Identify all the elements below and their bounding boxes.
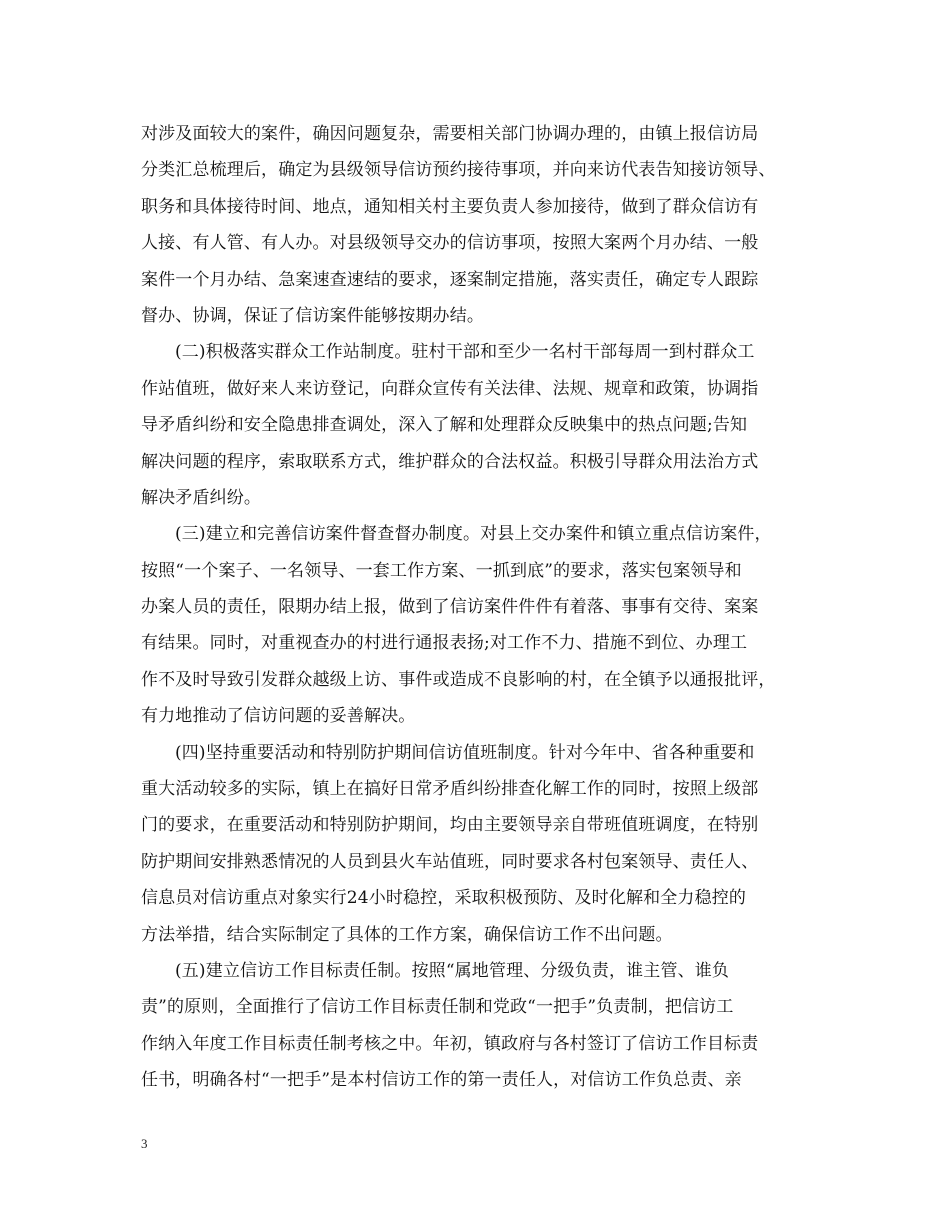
- text-line: 信息员对信访重点对象实行24小时稳控，采取积极预防、及时化解和全力稳控的: [141, 888, 747, 909]
- text-line: 有力地推动了信访问题的妥善解决。: [141, 706, 416, 727]
- text-line: 作不及时导致引发群众越级上访、事件或造成不良影响的村，在全镇予以通报批评，: [141, 669, 776, 690]
- text-line: 责”的原则，全面推行了信访工作目标责任制和党政“一把手”负责制，把信访工: [141, 997, 734, 1018]
- text-line: 解决矛盾纠纷。: [141, 487, 262, 508]
- text-line: 作站值班，做好来人来访登记，向群众宣传有关法律、法规、规章和政策，协调指: [141, 378, 759, 399]
- text-line: 重大活动较多的实际，镇上在搞好日常矛盾纠纷排查化解工作的同时，按照上级部: [141, 779, 759, 800]
- text-line: 办案人员的责任，限期办结上报，做到了信访案件件件有着落、事事有交待、案案: [141, 597, 759, 618]
- text-line: 导矛盾纠纷和安全隐患排查调处，深入了解和处理群众反映集中的热点问题;告知: [141, 415, 748, 436]
- text-line: 分类汇总梳理后，确定为县级领导信访预约接待事项，并向来访代表告知接访领导、: [141, 160, 776, 181]
- text-line: 方法举措，结合实际制定了具体的工作方案，确保信访工作不出问题。: [141, 924, 673, 945]
- text-line: 职务和具体接待时间、地点，通知相关村主要负责人参加接待，做到了群众信访有: [141, 196, 759, 217]
- text-line: 督办、协调，保证了信访案件能够按期办结。: [141, 305, 484, 326]
- text-line: 门的要求，在重要活动和特别防护期间，均由主要领导亲自带班值班调度，在特别: [141, 815, 759, 836]
- text-line: 解决问题的程序，索取联系方式，维护群众的合法权益。积极引导群众用法治方式: [141, 451, 759, 472]
- text-line: 任书，明确各村“一把手”是本村信访工作的第一责任人，对信访工作负总责、亲: [141, 1070, 742, 1091]
- text-line: 按照“一个案子、一名领导、一套工作方案、一抓到底”的要求，落实包案领导和: [141, 560, 742, 581]
- text-line: 案件一个月办结、急案速查速结的要求，逐案制定措施，落实责任，确定专人跟踪: [141, 269, 759, 290]
- text-line: 有结果。同时，对重视查办的村进行通报表扬;对工作不力、措施不到位、办理工: [141, 633, 748, 654]
- paragraph-start-line: (二)积极落实群众工作站制度。驻村干部和至少一名村干部每周一到村群众工: [175, 342, 755, 363]
- body-text: [141, 116, 816, 1099]
- paragraph-start-line: (五)建立信访工作目标责任制。按照“属地管理、分级负责，谁主管、谁负: [175, 960, 730, 981]
- paragraph-start-line: (三)建立和完善信访案件督查督办制度。对县上交办案件和镇立重点信访案件，: [175, 524, 772, 545]
- paragraph-start-line: (四)坚持重要活动和特别防护期间信访值班制度。针对今年中、省各种重要和: [175, 742, 755, 763]
- text-line: 人接、有人管、有人办。对县级领导交办的信访事项，按照大案两个月办结、一般: [141, 233, 759, 254]
- text-line: 作纳入年度工作目标责任制考核之中。年初，镇政府与各村签订了信访工作目标责: [141, 1033, 759, 1054]
- text-line: 防护期间安排熟悉情况的人员到县火车站值班，同时要求各村包案领导、责任人、: [141, 851, 759, 872]
- text-line: 对涉及面较大的案件，确因问题复杂，需要相关部门协调办理的，由镇上报信访局: [141, 124, 759, 144]
- page-number: 3: [141, 1136, 148, 1151]
